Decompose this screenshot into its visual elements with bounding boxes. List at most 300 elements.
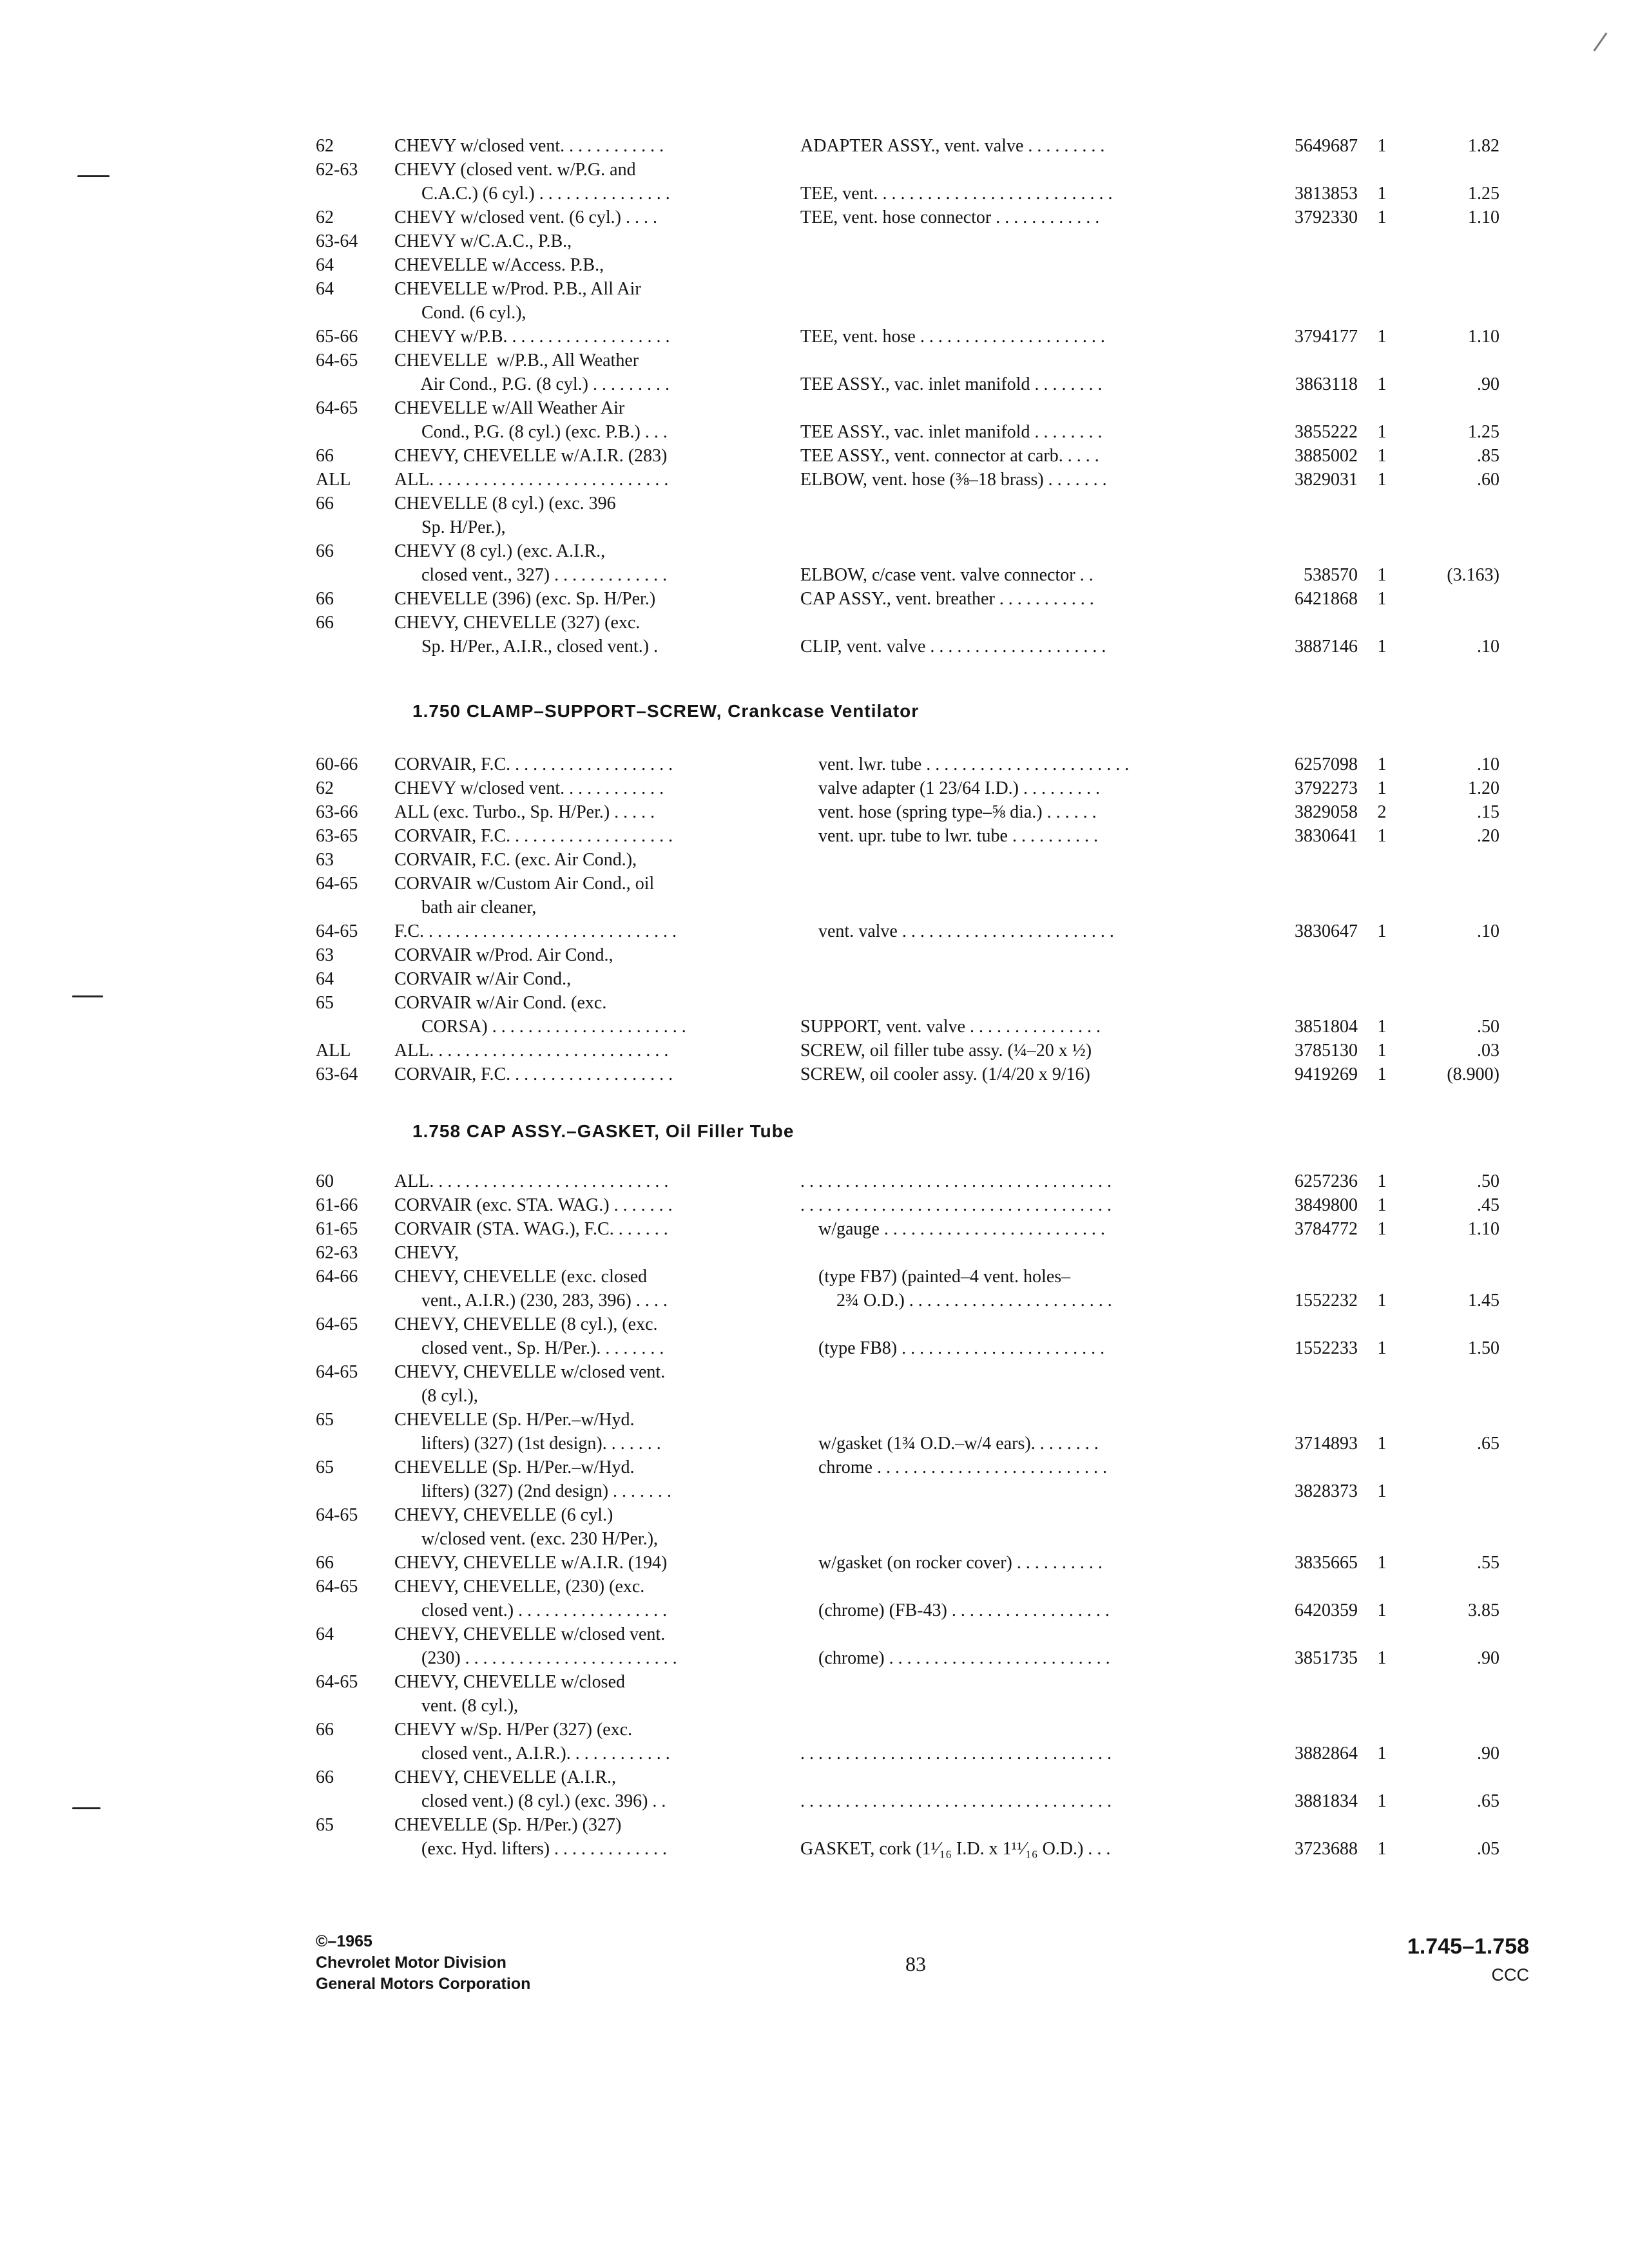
quantity: 1 [1377, 1064, 1387, 1084]
quantity-column [1358, 1062, 1406, 1086]
part-number-column [1239, 1575, 1358, 1622]
quantity-column [1358, 277, 1406, 301]
model-cell-line: CORVAIR, F.C. . . . . . . . . . . . . . . . . . . [394, 826, 673, 846]
part-number: 3882864 [1295, 1744, 1358, 1763]
model-cell-line: ALL. . . . . . . . . . . . . . . . . . . . . . . . . . . [394, 470, 669, 490]
table-row [316, 611, 1553, 658]
quantity: 1 [1377, 136, 1387, 156]
model-cell-line: vent., A.I.R.) (230, 283, 396) . . . . [394, 1291, 668, 1311]
price-column [1406, 1551, 1499, 1575]
quantity-column [1358, 587, 1406, 611]
parts-table-1758 [316, 1169, 1553, 1861]
part-number: 3792273 [1295, 778, 1358, 798]
price: .50 [1477, 1171, 1499, 1191]
model-cell-line: CHEVY w/P.B. . . . . . . . . . . . . . . . . . . [394, 327, 670, 347]
model-cell [394, 1622, 800, 1670]
description-cell-line [800, 1765, 1239, 1789]
description-cell-line: . . . . . . . . . . . . . . . . . . . . . . . . . . . . . . . . . . . [800, 1791, 1112, 1811]
part-number-column [1239, 776, 1358, 800]
price: .90 [1477, 374, 1499, 394]
description-cell-line: vent. lwr. tube . . . . . . . . . . . . . . . . . . . . . . . [800, 754, 1130, 774]
description-cell [800, 1670, 1239, 1694]
part-number: 6421868 [1295, 589, 1358, 609]
description-cell [800, 1575, 1239, 1622]
table-row [316, 1503, 1553, 1551]
model-cell [394, 1312, 800, 1360]
table-row [316, 325, 1553, 349]
table-row [316, 539, 1553, 587]
year-cell: 64 [316, 255, 334, 275]
price-column [1406, 872, 1499, 896]
model-cell [394, 1193, 800, 1217]
description-cell [800, 396, 1239, 444]
year-cell: 64-65 [316, 921, 358, 941]
price: .65 [1477, 1791, 1499, 1811]
part-number-column [1239, 1039, 1358, 1062]
part-number: 3828373 [1295, 1481, 1358, 1501]
model-cell [394, 158, 800, 206]
part-number-column [1239, 919, 1358, 943]
part-number-column [1239, 611, 1358, 658]
model-cell-line: closed vent.) (8 cyl.) (exc. 396) . . [394, 1791, 666, 1811]
model-cell-line: CHEVELLE (8 cyl.) (exc. 396 [394, 494, 616, 514]
description-cell [800, 1193, 1239, 1217]
model-cell-line: CHEVY, CHEVELLE w/A.I.R. (283) [394, 446, 668, 466]
part-number: 1552232 [1295, 1291, 1358, 1311]
description-cell-line: ELBOW, c/case vent. valve connector . . [800, 565, 1094, 585]
model-cell [394, 253, 800, 277]
model-cell-line: (exc. Hyd. lifters) . . . . . . . . . . . . . [394, 1839, 668, 1859]
part-number: 5649687 [1295, 136, 1358, 156]
description-cell-line: w/gasket (1¾ O.D.–w/4 ears). . . . . . . . [800, 1434, 1099, 1454]
model-cell-line: CHEVY, CHEVELLE, (230) (exc. [394, 1577, 645, 1597]
part-number-column [1239, 1765, 1358, 1813]
year-cell: 62 [316, 136, 334, 156]
table-row [316, 1765, 1553, 1813]
description-cell-line: TEE, vent. . . . . . . . . . . . . . . . . . . . . . . . . . . [800, 184, 1113, 204]
quantity-column [1358, 539, 1406, 587]
part-number: 3887146 [1295, 637, 1358, 657]
quantity-column [1358, 1169, 1406, 1193]
description-cell [800, 800, 1239, 824]
model-cell-line: CHEVELLE w/All Weather Air [394, 398, 625, 418]
quantity-column [1358, 1408, 1406, 1456]
year-cell: ALL [316, 1041, 351, 1061]
year-cell: 66 [316, 589, 334, 609]
quantity-column [1358, 1360, 1406, 1384]
description-cell-line [800, 1503, 1239, 1527]
model-cell-line: CORSA) . . . . . . . . . . . . . . . . . . . . . . [394, 1017, 686, 1037]
description-cell [800, 1265, 1239, 1312]
year-cell: 64-65 [316, 1314, 358, 1334]
description-cell [800, 1217, 1239, 1241]
part-number: 3813853 [1295, 184, 1358, 204]
model-cell-line: CORVAIR w/Custom Air Cond., oil [394, 874, 655, 894]
description-cell-line: w/gasket (on rocker cover) . . . . . . . . . . [800, 1553, 1103, 1573]
description-cell [800, 1813, 1239, 1861]
model-cell [394, 1575, 800, 1622]
quantity: 1 [1377, 327, 1387, 347]
catalog-code: CCC [1491, 1965, 1529, 1984]
scan-mark [77, 175, 110, 177]
model-cell-line: CHEVY, CHEVELLE w/closed vent. [394, 1362, 666, 1382]
model-cell [394, 800, 800, 824]
model-cell-line: bath air cleaner, [394, 898, 537, 918]
price-column [1406, 468, 1499, 492]
model-cell [394, 1062, 800, 1086]
model-cell [394, 776, 800, 800]
model-cell [394, 539, 800, 587]
model-cell [394, 611, 800, 658]
model-cell-line: CHEVY w/closed vent. . . . . . . . . . . . [394, 136, 664, 156]
part-number: 538570 [1304, 565, 1358, 585]
table-row [316, 1456, 1553, 1503]
description-cell-line: CAP ASSY., vent. breather . . . . . . . . . . . [800, 589, 1094, 609]
description-cell-line [800, 1718, 1239, 1742]
price-column [1406, 800, 1499, 824]
table-row [316, 587, 1553, 611]
year-cell: 61-66 [316, 1195, 358, 1215]
description-cell-line [800, 991, 1239, 1015]
part-number: 3829031 [1295, 470, 1358, 490]
quantity: 1 [1377, 589, 1387, 609]
year-cell: ALL [316, 470, 351, 490]
description-cell-line [800, 396, 1239, 420]
year-cell: 64 [316, 969, 334, 989]
table-row [316, 134, 1553, 158]
model-cell [394, 848, 800, 872]
model-cell-line: CHEVY w/closed vent. (6 cyl.) . . . . [394, 207, 657, 227]
model-cell-line: w/closed vent. (exc. 230 H/Per.), [394, 1529, 659, 1549]
model-cell-line: ALL. . . . . . . . . . . . . . . . . . . . . . . . . . . [394, 1041, 669, 1061]
quantity: 1 [1377, 446, 1387, 466]
price-column [1406, 492, 1499, 515]
description-cell-line: ADAPTER ASSY., vent. valve . . . . . . . . . [800, 136, 1105, 156]
model-cell-line: CHEVELLE w/P.B., All Weather [394, 351, 639, 370]
price: .90 [1477, 1744, 1499, 1763]
table-row [316, 967, 1553, 991]
part-number: 1552233 [1295, 1338, 1358, 1358]
description-cell-line [800, 539, 1239, 563]
part-number-column [1239, 1193, 1358, 1217]
price-column [1406, 753, 1499, 776]
quantity-column [1358, 158, 1406, 206]
price-column [1406, 325, 1499, 349]
price-column [1406, 776, 1499, 800]
price: 1.50 [1468, 1338, 1499, 1358]
model-cell [394, 349, 800, 396]
description-cell-line: vent. valve . . . . . . . . . . . . . . . . . . . . . . . . [800, 921, 1114, 941]
model-cell [394, 206, 800, 229]
table-row [316, 1551, 1553, 1575]
model-cell-line: CHEVY, CHEVELLE (exc. closed [394, 1267, 648, 1287]
quantity: 1 [1377, 1648, 1387, 1668]
description-cell-line [800, 158, 1239, 182]
part-number: 3855222 [1295, 422, 1358, 442]
part-number-column [1239, 1551, 1358, 1575]
description-cell [800, 587, 1239, 611]
description-cell-line: SCREW, oil cooler assy. (1/4/20 x 9/16) [800, 1064, 1090, 1084]
quantity: 1 [1377, 1553, 1387, 1573]
part-number-column [1239, 1360, 1358, 1384]
part-number-column [1239, 206, 1358, 229]
model-cell [394, 1765, 800, 1813]
quantity-column [1358, 776, 1406, 800]
scan-mark [72, 1807, 101, 1809]
model-cell-line: CHEVY, CHEVELLE (8 cyl.), (exc. [394, 1314, 658, 1334]
table-row [316, 1670, 1553, 1718]
year-cell: 62 [316, 778, 334, 798]
quantity-column [1358, 134, 1406, 158]
part-number-column [1239, 1217, 1358, 1241]
table-row [316, 776, 1553, 800]
part-number-column [1239, 1503, 1358, 1527]
description-cell [800, 943, 1239, 967]
model-cell [394, 753, 800, 776]
description-cell-line: ELBOW, vent. hose (⅜–18 brass) . . . . . . . [800, 470, 1107, 490]
model-cell-line: CORVAIR w/Air Cond., [394, 969, 572, 989]
model-cell-line: closed vent., 327) . . . . . . . . . . . . . [394, 565, 668, 585]
description-cell [800, 1622, 1239, 1670]
price-column [1406, 444, 1499, 468]
quantity: 1 [1377, 826, 1387, 846]
price: 1.25 [1468, 422, 1499, 442]
description-cell-line: (chrome) . . . . . . . . . . . . . . . . . . . . . . . . . [800, 1648, 1110, 1668]
year-cell: 66 [316, 1767, 334, 1787]
part-number: 3714893 [1295, 1434, 1358, 1454]
model-cell-line: CORVAIR (STA. WAG.), F.C. . . . . . . [394, 1219, 668, 1239]
quantity: 1 [1377, 1434, 1387, 1454]
model-cell [394, 396, 800, 444]
description-cell-line [800, 872, 1239, 896]
model-cell-line: CORVAIR w/Prod. Air Cond., [394, 945, 613, 965]
price-column [1406, 991, 1499, 1039]
part-number-column [1239, 1169, 1358, 1193]
description-cell-line: w/gauge . . . . . . . . . . . . . . . . . . . . . . . . . [800, 1219, 1105, 1239]
description-cell-line [800, 1360, 1239, 1384]
model-cell-line: CHEVY (closed vent. w/P.G. and [394, 160, 636, 180]
model-cell-line: ALL (exc. Turbo., Sp. H/Per.) . . . . . [394, 802, 655, 822]
model-cell-line: CHEVY w/Sp. H/Per (327) (exc. [394, 1720, 633, 1740]
quantity: 1 [1377, 1171, 1387, 1191]
year-cell: 65 [316, 1815, 334, 1835]
description-cell-line: vent. upr. tube to lwr. tube . . . . . . . . . . [800, 826, 1098, 846]
quantity: 1 [1377, 637, 1387, 657]
quantity: 1 [1377, 1017, 1387, 1037]
table-row [316, 991, 1553, 1039]
price: .05 [1477, 1839, 1499, 1859]
model-cell [394, 872, 800, 919]
model-cell-line: (8 cyl.), [394, 1386, 478, 1406]
price: .10 [1477, 637, 1499, 657]
description-cell-line: . . . . . . . . . . . . . . . . . . . . . . . . . . . . . . . . . . . [800, 1195, 1112, 1215]
year-cell: 64-65 [316, 1577, 358, 1597]
price: .65 [1477, 1434, 1499, 1454]
description-cell-line: (type FB8) . . . . . . . . . . . . . . . . . . . . . . . [800, 1338, 1105, 1358]
description-cell [800, 492, 1239, 515]
description-cell [800, 872, 1239, 896]
price-column [1406, 1217, 1499, 1241]
quantity-column [1358, 1670, 1406, 1694]
quantity: 1 [1377, 207, 1387, 227]
description-cell-line: (chrome) (FB-43) . . . . . . . . . . . . . . . . . . [800, 1600, 1110, 1620]
description-cell-line: . . . . . . . . . . . . . . . . . . . . . . . . . . . . . . . . . . . [800, 1171, 1112, 1191]
price-column [1406, 396, 1499, 444]
model-cell [394, 1360, 800, 1408]
model-cell [394, 967, 800, 991]
model-cell [394, 468, 800, 492]
price: .50 [1477, 1017, 1499, 1037]
description-cell [800, 1408, 1239, 1456]
price-column [1406, 134, 1499, 158]
price: .90 [1477, 1648, 1499, 1668]
description-cell-line [800, 277, 1239, 301]
part-number: 3830641 [1295, 826, 1358, 846]
quantity-column [1358, 1718, 1406, 1765]
price: .85 [1477, 446, 1499, 466]
table-row [316, 229, 1553, 253]
year-cell: 63-64 [316, 231, 358, 251]
price-column [1406, 1408, 1499, 1456]
part-number: 9419269 [1295, 1064, 1358, 1084]
table-row [316, 919, 1553, 943]
description-cell-line [800, 967, 1239, 991]
part-number-column [1239, 492, 1358, 515]
model-cell-line: CHEVELLE (Sp. H/Per.–w/Hyd. [394, 1457, 635, 1477]
model-cell-line: CORVAIR, F.C. . . . . . . . . . . . . . . . . . . [394, 1064, 673, 1084]
part-number: 6420359 [1295, 1600, 1358, 1620]
model-cell [394, 1718, 800, 1765]
quantity: 1 [1377, 1839, 1387, 1859]
model-cell-line: Cond., P.G. (8 cyl.) (exc. P.B.) . . . [394, 422, 668, 442]
description-cell [800, 1169, 1239, 1193]
price-column [1406, 1670, 1499, 1694]
model-cell-line: lifters) (327) (2nd design) . . . . . . . [394, 1481, 672, 1501]
description-cell [800, 468, 1239, 492]
price-column [1406, 158, 1499, 206]
part-number-column [1239, 1408, 1358, 1456]
table-row [316, 1622, 1553, 1670]
table-row [316, 468, 1553, 492]
description-cell [800, 1718, 1239, 1765]
part-number: 3784772 [1295, 1219, 1358, 1239]
price-column [1406, 1312, 1499, 1360]
model-cell-line: Sp. H/Per., A.I.R., closed vent.) . [394, 637, 659, 657]
description-cell-line [800, 848, 1239, 872]
year-cell: 64-66 [316, 1267, 358, 1287]
description-cell [800, 158, 1239, 206]
model-cell-line: CHEVELLE (396) (exc. Sp. H/Per.) [394, 589, 656, 609]
page-number: 83 [905, 1952, 926, 1975]
price-column [1406, 1039, 1499, 1062]
model-cell [394, 134, 800, 158]
model-cell [394, 1039, 800, 1062]
price-column [1406, 1718, 1499, 1765]
part-number-column [1239, 587, 1358, 611]
year-cell: 62 [316, 207, 334, 227]
quantity: 1 [1377, 754, 1387, 774]
year-cell: 63-64 [316, 1064, 358, 1084]
description-cell [800, 991, 1239, 1039]
model-cell [394, 824, 800, 848]
table-row [316, 1062, 1553, 1086]
price: 1.20 [1468, 778, 1499, 798]
table-row [316, 1312, 1553, 1360]
quantity: 1 [1377, 1481, 1387, 1501]
year-cell: 64-65 [316, 1362, 358, 1382]
description-cell-line: GASKET, cork (1¹⁄₁₆ I.D. x 1¹¹⁄₁₆ O.D.) . . . [800, 1839, 1111, 1859]
part-number-column [1239, 158, 1358, 206]
quantity: 1 [1377, 1219, 1387, 1239]
model-cell-line: ALL. . . . . . . . . . . . . . . . . . . . . . . . . . . [394, 1171, 669, 1191]
part-number-column [1239, 349, 1358, 396]
description-cell-line [800, 1408, 1239, 1432]
table-row [316, 277, 1553, 325]
model-cell [394, 1241, 800, 1265]
description-cell [800, 776, 1239, 800]
model-cell [394, 277, 800, 325]
quantity-column [1358, 206, 1406, 229]
model-cell [394, 1670, 800, 1718]
model-cell [394, 1551, 800, 1575]
year-cell: 63 [316, 945, 334, 965]
parts-table-1745 [316, 134, 1553, 658]
table-row [316, 1039, 1553, 1062]
model-cell [394, 587, 800, 611]
part-number-column [1239, 800, 1358, 824]
model-cell-line: CHEVY, [394, 1243, 459, 1263]
table-row [316, 444, 1553, 468]
year-cell: 60 [316, 1171, 334, 1191]
model-cell [394, 919, 800, 943]
quantity-column [1358, 349, 1406, 396]
part-number: 3881834 [1295, 1791, 1358, 1811]
quantity: 1 [1377, 470, 1387, 490]
scan-mark [1594, 32, 1608, 52]
model-cell [394, 991, 800, 1039]
quantity-column [1358, 824, 1406, 848]
model-cell [394, 1408, 800, 1456]
table-row [316, 1813, 1553, 1861]
model-cell-line: lifters) (327) (1st design). . . . . . . [394, 1434, 661, 1454]
description-cell-line [800, 1670, 1239, 1694]
price: 1.25 [1468, 184, 1499, 204]
price: 1.45 [1468, 1291, 1499, 1311]
price: (8.900) [1447, 1064, 1499, 1084]
quantity-column [1358, 492, 1406, 515]
table-row [316, 1408, 1553, 1456]
quantity-column [1358, 611, 1406, 658]
part-number-column [1239, 468, 1358, 492]
model-cell-line: CHEVY, CHEVELLE (6 cyl.) [394, 1505, 613, 1525]
model-cell-line: Sp. H/Per.), [394, 517, 506, 537]
table-row [316, 396, 1553, 444]
quantity: 1 [1377, 1744, 1387, 1763]
section-heading-1750: 1.750 CLAMP–SUPPORT–SCREW, Crankcase Ventilator [412, 701, 920, 721]
table-row [316, 800, 1553, 824]
model-cell-line: vent. (8 cyl.), [394, 1696, 519, 1716]
part-number: 3849800 [1295, 1195, 1358, 1215]
price: .03 [1477, 1041, 1499, 1061]
part-number-column [1239, 539, 1358, 587]
description-cell-line [800, 229, 1239, 253]
description-cell [800, 753, 1239, 776]
year-cell: 60-66 [316, 754, 358, 774]
price-column [1406, 1265, 1499, 1312]
quantity-column [1358, 1039, 1406, 1062]
year-cell: 65 [316, 1457, 334, 1477]
quantity-column [1358, 991, 1406, 1039]
